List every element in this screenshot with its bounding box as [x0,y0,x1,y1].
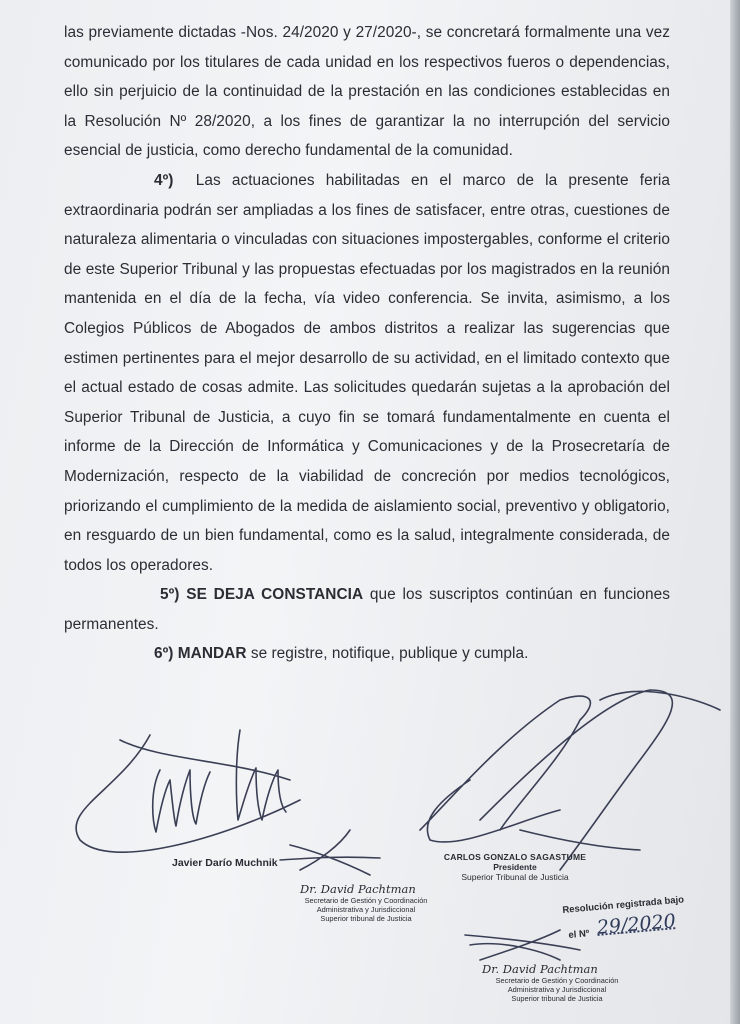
signatory-mucknik: Javier Darío Muchnik [172,857,278,869]
sagastume-role: Presidente [493,862,537,872]
paragraph-continuation: las previamente dictadas -Nos. 24/2020 y 27/2020-, se concretará formalmente una vez comunicado por los titulares de cada unidad en los respectivos fueros o dependencias, ello sin perjuicio de la continuidad de la prestación en las condiciones establecidas en la Resolución Nº 28/2020, a los fines de garantizar la no interrupción del servicio esencial de justicia, como derecho fundamental de la comunidad. [64,24,670,160]
signature-sagastume [420,690,720,870]
stamp-pachtman-1 [300,882,432,923]
pachtman-1-line3: Superior tribunal de Justicia [320,914,412,923]
signature-mucknik [76,730,300,852]
signature-pachtman-1 [280,830,380,875]
paragraph-6-bold: MANDAR [177,645,247,663]
paragraph-6-text: se registre, notifique, publique y cumpla. [246,645,529,663]
registration-label-no: el Nº [568,928,590,941]
pachtman-2-line3: Superior tribunal de Justicia [511,994,603,1003]
pachtman-1-line2: Administrativa y Jurisdiccional [316,905,416,914]
pachtman-1-line1: Secretario de Gestión y Coordinación [304,896,428,905]
paragraph-5-text: que los suscriptos continúan en funciones permanentes. [64,586,670,633]
paragraph-6-number: 6º) [154,645,174,663]
sagastume-name: CARLOS GONZALO SAGASTUME [443,852,587,862]
paragraph-4-text: Las actuaciones habilitadas en el marco de la presente feria extraordinaria podrán ser ampliadas a los fines de satisfacer, entre otras, cuestiones de naturaleza alimentaria o vinculadas con situaciones impostergables, conforme el criterio de este Superior Tribunal y las propuestas efectuadas por los magistrados en la reunión mantenida en el día de la fecha, vía video conferencia. Se invita, asimismo, a los Colegios Públicos de Abogados de ambos distritos a realizar las sugerencias que estimen pertinentes para el mejor desarrollo de su actividad, en el limitado contexto que el actual estado de cosas admite. Las solicitudes quedarán sujetas a la aprobación del Superior Tribunal de Justicia, a cuyo fin se tomará fundamentalmente en cuenta el informe de la Dirección de Informática y Comunicaciones y de la Prosecretaría de Modernización, respecto de la viabilidad de concreción por medios tecnológicos, priorizando el cumplimiento de la medida de aislamiento social, preventivo y obligatorio, en resguardo de un bien fundamental, como es la salud, integralmente considerada, de todos los operadores. [64,171,670,574]
paragraph-5-bold: SE DEJA CONSTANCIA [186,586,364,604]
pachtman-2-name: Dr. David Pachtman [482,962,598,976]
stamp-sagastume [440,852,590,882]
sagastume-org: Superior Tribunal de Justicia [461,872,569,882]
paragraph-5-number: 5º) [160,586,180,604]
registration-number: 29/2020 [596,910,677,939]
stamp-pachtman-2 [482,962,632,1003]
signature-pachtman-2 [465,930,580,960]
pachtman-1-name: Dr. David Pachtman [300,882,416,896]
pachtman-2-line1: Secretario de Gestión y Coordinación [495,976,619,985]
registration-label: Resolución registrada bajo [562,894,685,916]
pachtman-2-line2: Administrativa y Jurisdiccional [507,985,607,994]
paragraph-4-number: 4º) [154,171,174,189]
